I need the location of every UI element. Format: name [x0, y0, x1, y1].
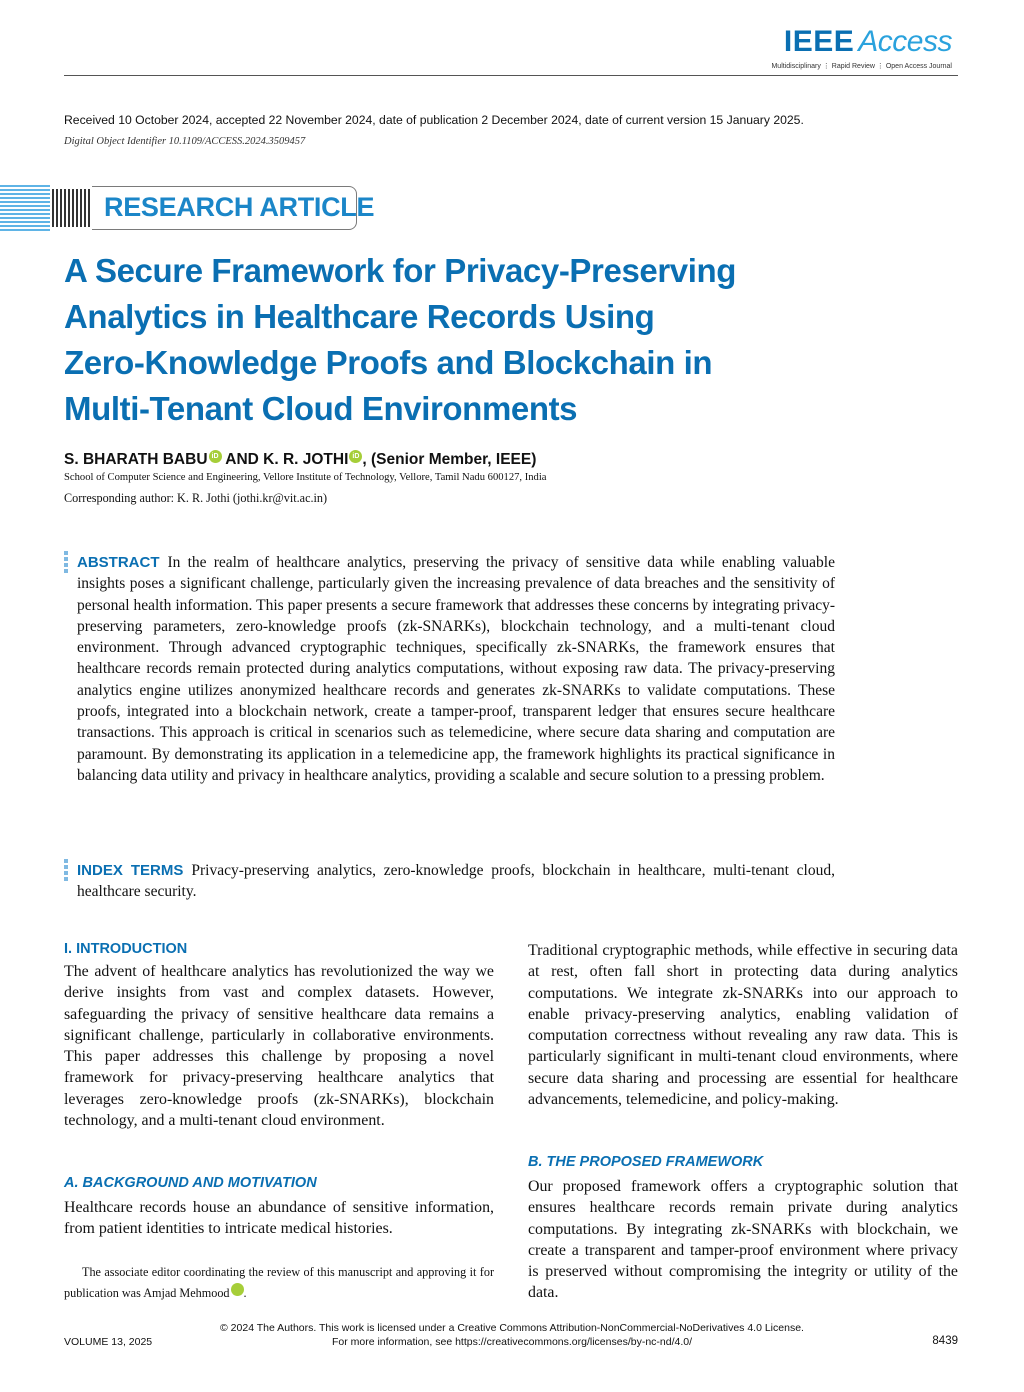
banner-stripes-decoration — [0, 185, 50, 231]
author-name: S. BHARATH BABU — [64, 451, 208, 468]
author-membership: , (Senior Member, IEEE) — [362, 451, 537, 468]
author-conjunction: AND — [221, 451, 264, 468]
intro-paragraph: The advent of healthcare analytics has revolutionized the way we derive insights from vast and complex datasets. However, safeguarding the privacy of sensitive healthcare data remains a significant challenge, particularly in collaborative environments. This paper addresses this challenge by proposing a novel framework for privacy-preserving healthcare analytics that leverages zero-knowledge proofs (zk-SNARKs), blockchain technology, and a multi-tenant cloud environment. — [64, 963, 494, 1130]
intro-continued-paragraph: Traditional cryptographic methods, while effective in securing data at rest, often fall short in protecting data during analytics computations. We integrate zk-SNARKs into our approach to enable privacy-preserving analytics, enabling validation of computation correctness without revealing any raw data. This is particularly significant in multi-tenant cloud environments, where secure data sharing and processing are essential for healthcare advancements, telemedicine, and policy-making. — [528, 942, 958, 1109]
header-divider — [64, 75, 958, 76]
title-line: Zero-Knowledge Proofs and Blockchain in — [64, 344, 713, 381]
research-article-banner — [0, 185, 375, 231]
footnote-end: . — [243, 1286, 247, 1300]
proposed-framework-paragraph: Our proposed framework offers a cryptographic solution that ensures healthcare records remain private during analytics computations. By integrating zk-SNARKs with blockchain, we create a transparent and tamper-proof environment where privacy is preserved without compromising the integrity or utility of the data. — [528, 1178, 958, 1302]
author-name: K. R. JOTHI — [263, 451, 349, 468]
orcid-icon[interactable]: iD — [231, 1283, 244, 1296]
logo-ieee-text: IEEE — [783, 25, 855, 58]
banner-label: RESEARCH ARTICLE — [104, 192, 375, 222]
affiliation: School of Computer Science and Engineering, Vellore Institute of Technology, Vellore, Tamil Nadu 600127, India — [64, 472, 547, 483]
abstract — [77, 552, 835, 786]
title-line: Multi-Tenant Cloud Environments — [64, 390, 578, 427]
abstract-dots-decoration — [64, 551, 68, 575]
subsection-heading-background: A. BACKGROUND AND MOTIVATION — [64, 1175, 317, 1191]
page-number: 8439 — [932, 1335, 958, 1347]
paper-title — [64, 248, 784, 432]
title-line: Analytics in Healthcare Records Using — [64, 298, 655, 335]
logo-tagline: Multidisciplinary ⋮ Rapid Review ⋮ Open Access Journal — [771, 63, 952, 70]
license-notice — [0, 1321, 1024, 1349]
abstract-label: ABSTRACT — [77, 554, 160, 571]
footnote-text: The associate editor coordinating the review of this manuscript and approving it for publication was Amjad Mehmood — [64, 1265, 494, 1300]
title-line: A Secure Framework for Privacy-Preserving — [64, 252, 737, 289]
logo-access-text: Access — [858, 25, 952, 58]
doi-line: Digital Object Identifier 10.1109/ACCESS.2024.3509457 — [64, 136, 306, 147]
volume-label: VOLUME 13, 2025 — [64, 1336, 153, 1348]
index-terms — [77, 860, 835, 903]
author-list — [64, 450, 536, 469]
orcid-icon[interactable]: iD — [349, 450, 362, 463]
index-terms-text: Privacy-preserving analytics, zero-knowledge proofs, blockchain in healthcare, multi-tenant cloud, healthcare security. — [77, 862, 835, 901]
license-line: © 2024 The Authors. This work is licensed under a Creative Commons Attribution-NonCommercial-NoDerivatives 4.0 License. — [220, 1322, 804, 1334]
corresponding-author: Corresponding author: K. R. Jothi (jothi.kr@vit.ac.in) — [64, 491, 328, 505]
subsection-heading-proposed-framework: B. THE PROPOSED FRAMEWORK — [528, 1154, 764, 1170]
background-paragraph: Healthcare records house an abundance of sensitive information, from patient identities to intricate medical histories. — [64, 1199, 494, 1238]
received-dates: Received 10 October 2024, accepted 22 November 2024, date of publication 2 December 2024, date of current version 15 January 2025. — [64, 113, 804, 127]
ieee-access-logo — [784, 26, 952, 58]
orcid-icon[interactable]: iD — [209, 450, 222, 463]
abstract-text: In the realm of healthcare analytics, preserving the privacy of sensitive data while enabling valuable insights poses a significant challenge, particularly given the increasing prevalence of data breaches and the sensitivity of personal health information. This paper presents a secure framework that addresses these concerns by integrating privacy-preserving parameters, zero-knowledge proofs (zk-SNARKs), blockchain technology, and a multi-tenant cloud environment. Through advanced cryptographic techniques, specifically zk-SNARKs, the framework ensures that healthcare records remain protected during analytics computations, without exposing raw data. The privacy-preserving analytics engine utilizes anonymized healthcare records and generates zk-SNARKs to validate computations. These proofs, integrated into a blockchain network, create a tamper-proof, transparent ledger that ensures secure healthcare transactions. This approach is critical in scenarios such as telemedicine, where secure data sharing and computation are paramount. By demonstrating its application in a telemedicine app, the framework highlights its practical significance in balancing data utility and privacy in healthcare analytics, providing a scalable and secure solution to a pressing problem. — [77, 554, 835, 784]
index-terms-label: INDEX TERMS — [77, 862, 184, 879]
section-heading-introduction: I. INTRODUCTION — [64, 941, 188, 957]
index-terms-dots-decoration — [64, 859, 68, 883]
banner-bars-decoration — [52, 189, 92, 227]
license-link[interactable]: For more information, see https://creativecommons.org/licenses/by-nc-nd/4.0/ — [331, 1336, 693, 1348]
editor-footnote — [64, 1262, 494, 1304]
